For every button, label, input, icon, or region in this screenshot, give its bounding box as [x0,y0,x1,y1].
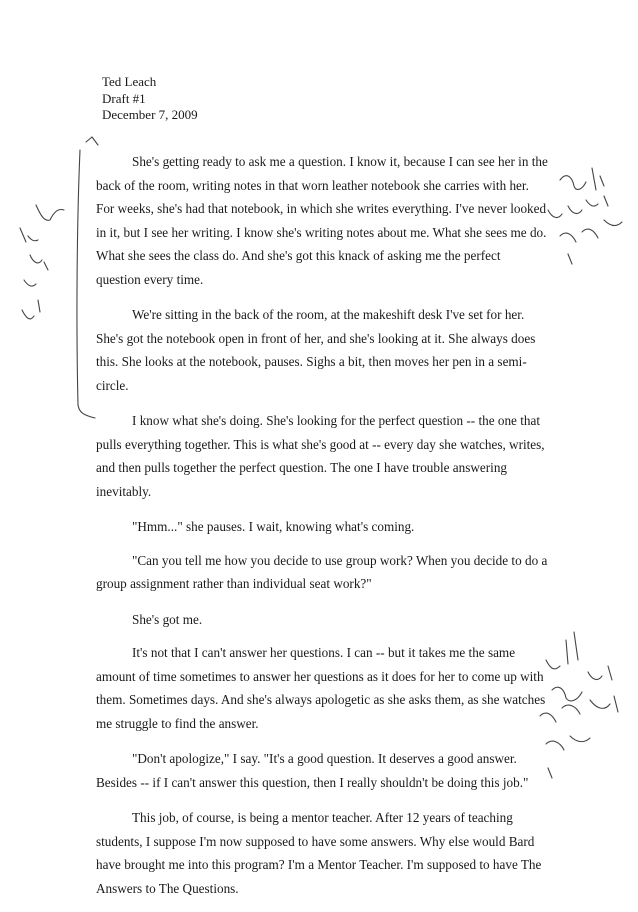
paragraph: "Don't apologize," I say. "It's a good question. It deserves a good answer. Besides -- if I can't answer this question, then I really shouldn't be doing this job." [96,751,529,790]
paragraph: She's got me. [132,611,203,627]
right-margin-scribble-bottom [540,632,618,778]
paragraph: It's not that I can't answer her questions. I can -- but it takes me the same amount of time sometimes to answer her questions as it does for her to come up with them. Sometimes days. And she's always apologetic as she asks them, as she watches me struggle to find the answer. [96,645,546,731]
paragraph: She's getting ready to ask me a question. I know it, because I can see her in the back of the room, writing notes in that worn leather notebook she carries with her. For weeks, she's had that notebook, in which she writes everything. I've never looked in it, but I see her writing. I know she's writing notes about me. What she sees me do. What she sees the class do. And she's got this knack of asking me the perfect question every time. [96,154,548,287]
left-margin-scribble [20,205,64,319]
paragraph: We're sitting in the back of the room, at the makeshift desk I've set for her. She's got the notebook open in front of her, and she's looking at it. She always does this. She looks at the notebook, pauses. Sighs a bit, then moves her pen in a semi-circle. [96,307,536,393]
document-header [102,74,198,124]
document-date: December 7, 2009 [102,107,198,122]
paragraph: I know what she's doing. She's looking for the perfect question -- the one that pulls everything together. This is what she's good at -- every day she watches, writes, and then pulls together the perfect question. The one I have trouble answering inevitably. [96,413,545,499]
author-name: Ted Leach [102,74,157,89]
document-body [96,150,548,912]
paragraph: This job, of course, is being a mentor teacher. After 12 years of teaching students, I suppose I'm now supposed to have some answers. Why else would Bard have brought me into this program? I'm a Mentor Teacher. I'm supposed to have The Answers to The Questions. [96,810,542,896]
paragraph: "Hmm..." she pauses. I wait, knowing what's coming. [132,519,415,534]
right-margin-scribble-top [548,168,622,264]
paragraph: "Can you tell me how you decide to use group work? When you decide to do a group assignment rather than individual seat work?" [96,552,548,591]
margin-bracket-mark [77,137,98,418]
draft-number: Draft #1 [102,90,146,106]
